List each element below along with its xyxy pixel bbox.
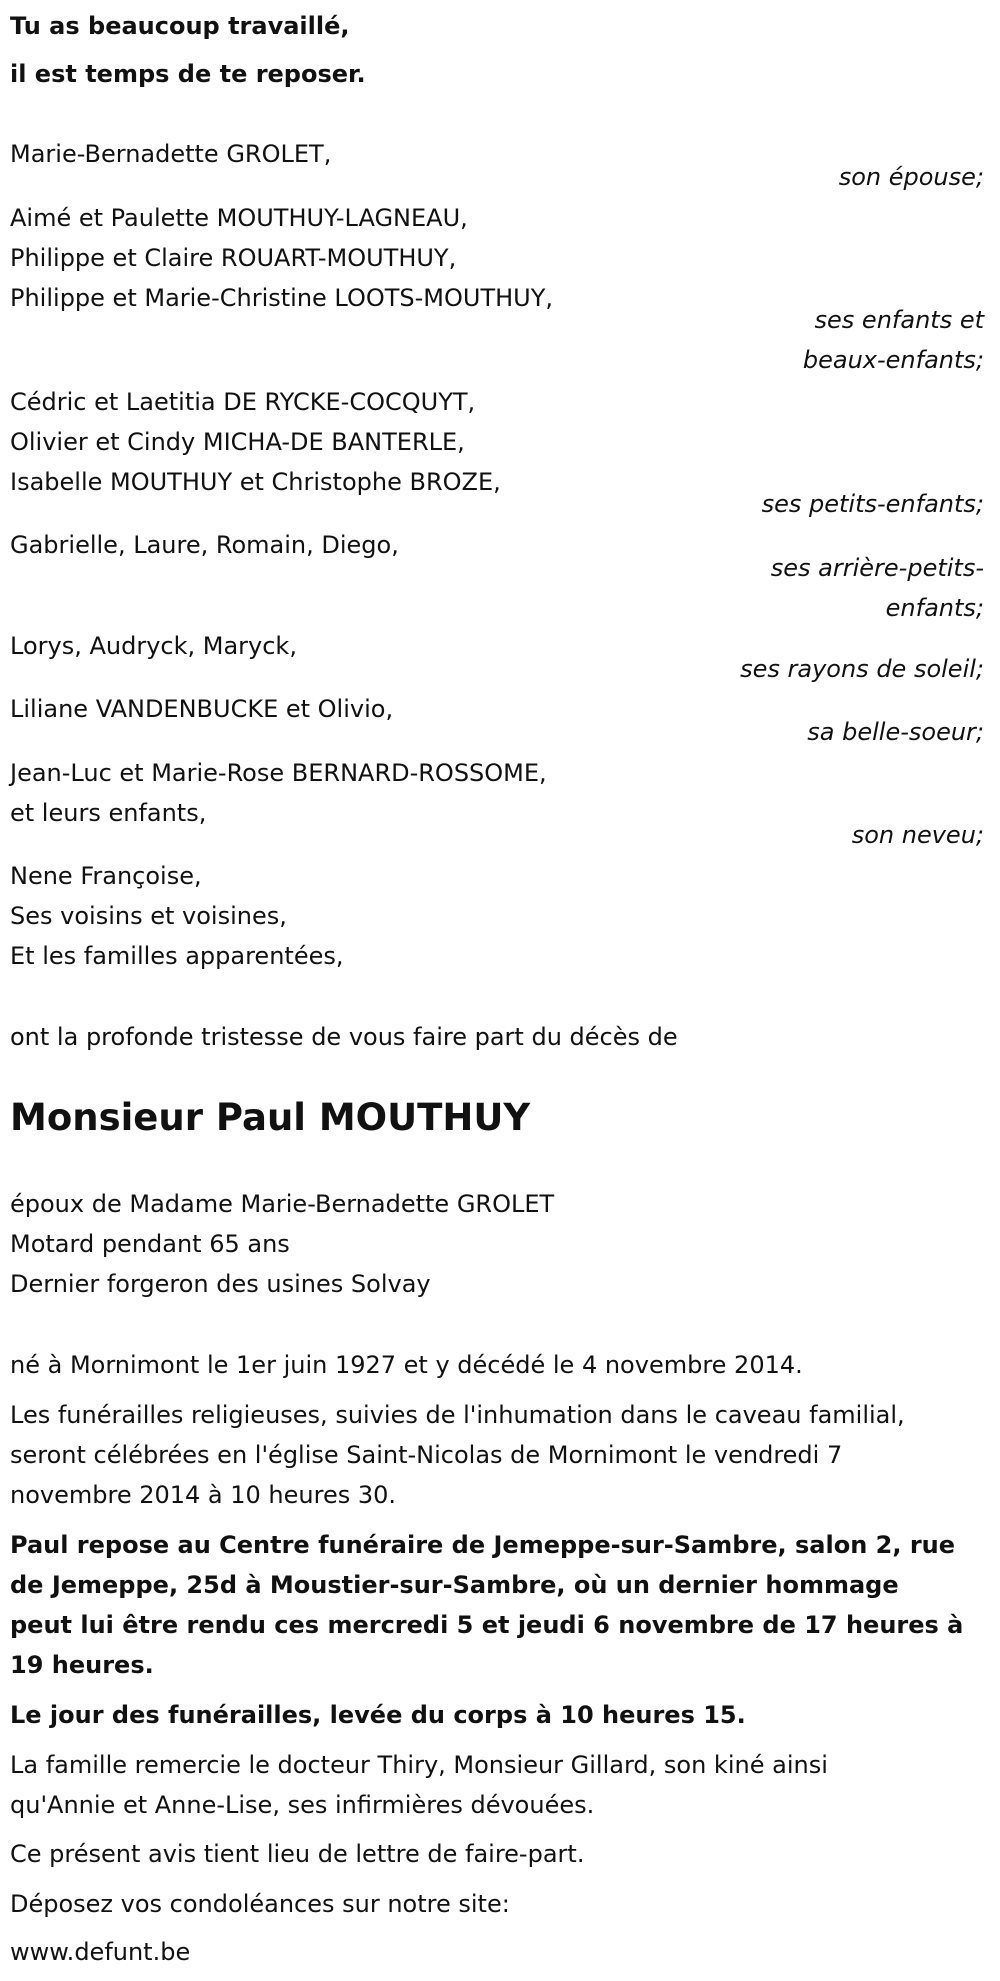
others-line: Nene Françoise,: [10, 862, 202, 890]
child-line: Aimé et Paulette MOUTHUY-LAGNEAU,: [10, 204, 468, 232]
repose-line: de Jemeppe, 25d à Moustier-sur-Sambre, où un dernier hommage: [10, 1571, 899, 1599]
announcement-text: ont la profonde tristesse de vous faire part du décès de: [10, 1023, 678, 1051]
website-link[interactable]: www.defunt.be: [10, 1938, 191, 1966]
others-line: Et les familles apparentées,: [10, 942, 344, 970]
great-grandchildren-names: Gabrielle, Laure, Romain, Diego,: [10, 531, 399, 559]
nephew-line: Jean-Luc et Marie-Rose BERNARD-ROSSOME,: [10, 759, 547, 787]
repose-line: 19 heures.: [10, 1651, 154, 1679]
grandchild-line: Cédric et Laetitia DE RYCKE-COCQUYT,: [10, 388, 476, 416]
deceased-detail: Motard pendant 65 ans: [10, 1230, 290, 1258]
children-relation: ses enfants et: [814, 306, 984, 334]
nephew-relation: son neveu;: [851, 821, 984, 849]
levee-text: Le jour des funérailles, levée du corps à 10 heures 15.: [10, 1701, 746, 1729]
others-line: Ses voisins et voisines,: [10, 902, 287, 930]
funeral-line: seront célébrées en l'église Saint-Nicolas de Mornimont le vendredi 7: [10, 1441, 843, 1469]
sister-in-law-name: Liliane VANDENBUCKE et Olivio,: [10, 695, 394, 723]
notice-text: Ce présent avis tient lieu de lettre de faire-part.: [10, 1840, 585, 1868]
grandchild-line: Olivier et Cindy MICHA-DE BANTERLE,: [10, 428, 465, 456]
condolences-text: Déposez vos condoléances sur notre site:: [10, 1890, 510, 1918]
deceased-name: Monsieur Paul MOUTHUY: [10, 1096, 531, 1139]
verse-line-2: il est temps de te reposer.: [10, 60, 366, 88]
deceased-detail: époux de Madame Marie-Bernadette GROLET: [10, 1190, 555, 1218]
thanks-line: qu'Annie et Anne-Lise, ses infirmières dévouées.: [10, 1791, 595, 1819]
verse-line-1: Tu as beaucoup travaillé,: [10, 12, 350, 40]
grandchildren-relation: ses petits-enfants;: [761, 490, 984, 518]
spouse-name: Marie-Bernadette GROLET,: [10, 140, 332, 168]
repose-line: Paul repose au Centre funéraire de Jemeppe-sur-Sambre, salon 2, rue: [10, 1531, 956, 1559]
sunshine-relation: ses rayons de soleil;: [740, 655, 984, 683]
grandchild-line: Isabelle MOUTHUY et Christophe BROZE,: [10, 468, 501, 496]
sunshine-names: Lorys, Audryck, Maryck,: [10, 632, 297, 660]
spouse-relation: son épouse;: [838, 163, 984, 191]
nephew-line: et leurs enfants,: [10, 799, 207, 827]
great-grandchildren-relation: enfants;: [885, 594, 984, 622]
children-relation: beaux-enfants;: [802, 346, 984, 374]
great-grandchildren-relation: ses arrière-petits-: [770, 554, 984, 582]
born-died-text: né à Mornimont le 1er juin 1927 et y décédé le 4 novembre 2014.: [10, 1351, 803, 1379]
funeral-line: Les funérailles religieuses, suivies de l'inhumation dans le caveau familial,: [10, 1401, 905, 1429]
deceased-detail: Dernier forgeron des usines Solvay: [10, 1270, 431, 1298]
repose-line: peut lui être rendu ces mercredi 5 et jeudi 6 novembre de 17 heures à: [10, 1611, 964, 1639]
child-line: Philippe et Marie-Christine LOOTS-MOUTHUY,: [10, 284, 553, 312]
funeral-line: novembre 2014 à 10 heures 30.: [10, 1481, 397, 1509]
child-line: Philippe et Claire ROUART-MOUTHUY,: [10, 244, 457, 272]
sister-in-law-relation: sa belle-soeur;: [807, 718, 984, 746]
thanks-line: La famille remercie le docteur Thiry, Monsieur Gillard, son kiné ainsi: [10, 1751, 828, 1779]
